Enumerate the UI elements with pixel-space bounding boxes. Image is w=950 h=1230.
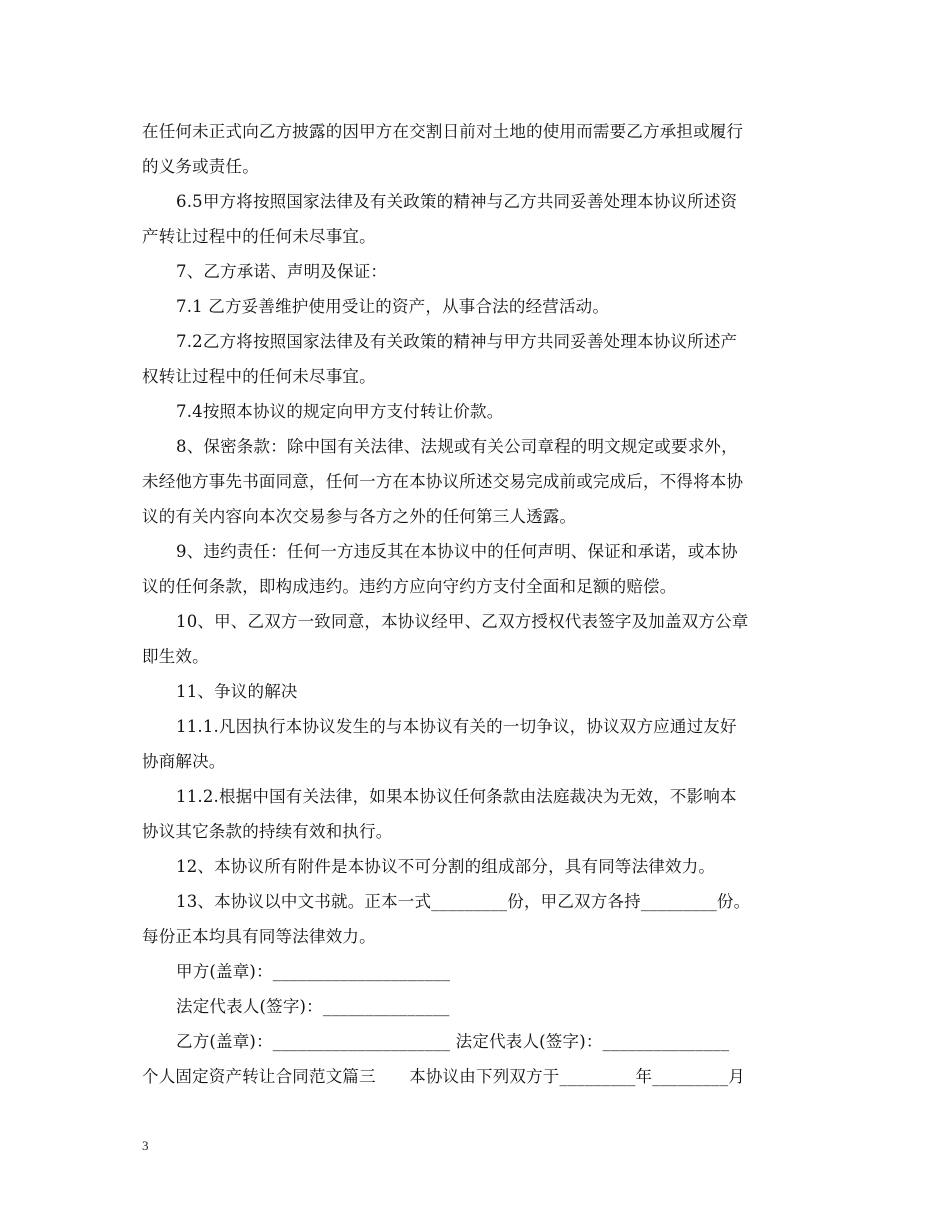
text-line: 6.5甲方将按照国家法律及有关政策的精神与乙方共同妥善处理本协议所述资 bbox=[176, 192, 738, 211]
text-line: 个人固定资产转让合同范文篇三 本协议由下列双方于_________年_________月 bbox=[142, 1067, 745, 1086]
text-line: 甲方(盖章)：_____________________ bbox=[176, 962, 451, 981]
text-line: 产转让过程中的任何未尽事宜。 bbox=[142, 227, 376, 246]
text-line: 7.2乙方将按照国家法律及有关政策的精神与甲方共同妥善处理本协议所述产 bbox=[176, 332, 738, 351]
text-line: 11.1.凡因执行本协议发生的与本协议有关的一切争议，协议双方应通过友好 bbox=[176, 717, 737, 736]
text-line: 协商解决。 bbox=[142, 752, 226, 771]
text-line: 11.2.根据中国有关法律，如果本协议任何条款由法庭裁决为无效，不影响本 bbox=[176, 787, 737, 806]
text-line: 每份正本均具有同等法律效力。 bbox=[142, 927, 376, 946]
text-line: 法定代表人(签字)：_______________ bbox=[176, 997, 450, 1016]
text-line: 协议其它条款的持续有效和执行。 bbox=[142, 822, 393, 841]
text-line: 的义务或责任。 bbox=[142, 157, 259, 176]
text-line: 在任何未正式向乙方披露的因甲方在交割日前对土地的使用而需要乙方承担或履行 bbox=[142, 122, 744, 141]
text-line: 7.1 乙方妥善维护使用受让的资产，从事合法的经营活动。 bbox=[176, 297, 610, 316]
text-line: 10、甲、乙双方一致同意，本协议经甲、乙双方授权代表签字及加盖双方公章 bbox=[176, 612, 749, 631]
document-body bbox=[142, 114, 812, 1094]
text-line: 13、本协议以中文书就。正本一式_________份，甲乙双方各持_________份。 bbox=[176, 892, 751, 911]
page-number: 3 bbox=[142, 1138, 149, 1153]
text-line: 议的任何条款，即构成违约。违约方应向守约方支付全面和足额的赔偿。 bbox=[142, 577, 677, 596]
text-line: 乙方(盖章)：_____________________ 法定代表人(签字)：_______________ bbox=[176, 1032, 730, 1051]
text-line: 权转让过程中的任何未尽事宜。 bbox=[142, 367, 376, 386]
text-line: 未经他方事先书面同意，任何一方在本协议所述交易完成前或完成后，不得将本协 bbox=[142, 472, 744, 491]
text-line: 议的有关内容向本次交易参与各方之外的任何第三人透露。 bbox=[142, 507, 577, 526]
text-line: 9、违约责任：任何一方违反其在本协议中的任何声明、保证和承诺，或本协 bbox=[176, 542, 738, 561]
text-line: 7、乙方承诺、声明及保证： bbox=[176, 262, 388, 281]
text-line: 即生效。 bbox=[142, 647, 209, 666]
text-line: 11、争议的解决 bbox=[176, 682, 298, 701]
text-line: 8、保密条款：除中国有关法律、法规或有关公司章程的明文规定或要求外， bbox=[176, 437, 738, 456]
text-line: 12、本协议所有附件是本协议不可分割的组成部分，具有同等法律效力。 bbox=[176, 857, 716, 876]
text-line: 7.4按照本协议的规定向甲方支付转让价款。 bbox=[176, 402, 504, 421]
